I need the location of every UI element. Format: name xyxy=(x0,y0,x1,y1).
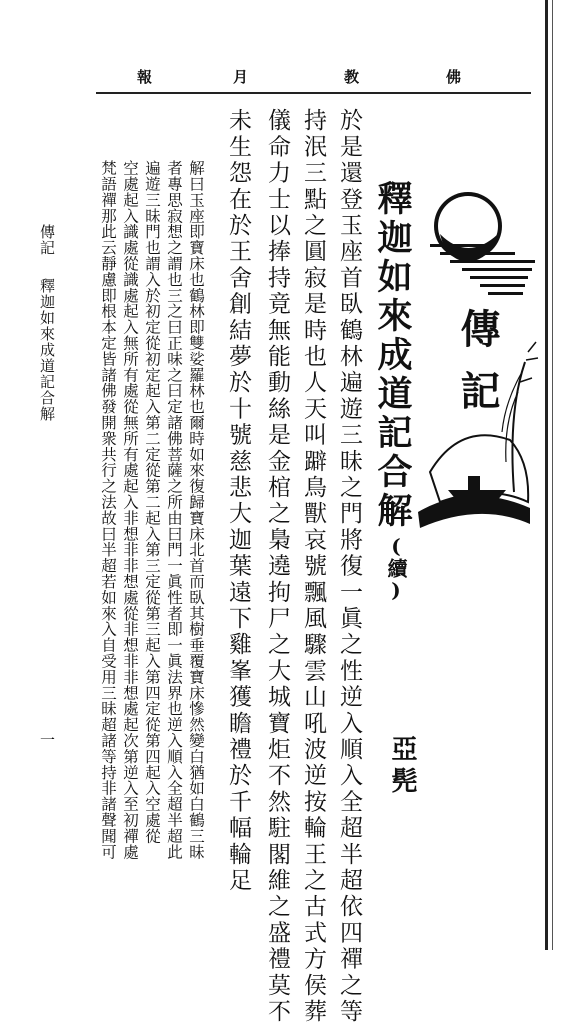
body-line-2: 持泯三點之圓寂是時也人天叫躃鳥獸哀號飄風驟雲山吼波逆按輪王之古式方侯葬 xyxy=(300,108,326,1025)
body-line-4: 未生怨在於王舍創結夢於十號慈悲大迦葉遠下雞峯獲瞻禮於千幅輪足 xyxy=(225,108,251,894)
body-line-1: 於是還登玉座首臥鶴林遍遊三昧之門將復一眞之性逆入順入全超半超依四禪之等 xyxy=(336,108,362,1025)
article-title: 釋迦如來成道記合解 xyxy=(372,180,413,531)
section-label-char-1: 傳 xyxy=(454,308,501,348)
page-edge-rule xyxy=(545,0,548,950)
author-name: 亞髡 xyxy=(387,735,417,799)
continued-marker: (續) xyxy=(384,534,408,602)
note-line-4: 空處起入識處從識處起入無所有處從無所有處起入非想非非想處從非想非非想處起次第逆入至初禪處 xyxy=(121,160,139,860)
header-rule xyxy=(96,92,531,94)
header-char-3: 月 xyxy=(233,68,249,86)
footer-section-label: 傳記 xyxy=(38,224,56,256)
section-label-char-2: 記 xyxy=(454,370,501,410)
page-number: 一 xyxy=(38,732,56,748)
note-line-3: 遍遊三昧門也謂入於初定從初定起入第二定從第二起入第三定從第三起入第四定從第四起入空處從 xyxy=(143,160,161,844)
note-line-2: 者專思寂想之謂也三之曰正味之曰定諸佛菩薩之所由曰門一眞性者即一眞法界也逆入順入全超半超此 xyxy=(165,160,183,860)
body-line-3: 儀命力士以捧持竟無能動絲是金棺之梟遶拘尸之大城寶炬不然駐閣維之盛禮莫不 xyxy=(264,108,290,1025)
page-edge-line xyxy=(552,0,553,950)
decorative-illustration xyxy=(410,172,545,552)
header-char-4: 報 xyxy=(137,68,153,86)
note-line-1: 解曰玉座即寶床也鶴林即雙娑羅林也爾時如來復歸寶床北首而臥其樹垂覆寶床慘然變白猶如白鶴三昧 xyxy=(187,160,205,860)
header-char-1: 佛 xyxy=(446,68,462,86)
header-char-2: 教 xyxy=(344,68,360,86)
note-line-5: 梵語禪那此云靜慮即根本定皆諸佛發開衆共行之法故曰半超若如來入自受用三昧超諸等持非諸聲聞可 xyxy=(99,160,117,860)
footer-running-title: 釋迦如來成道記合解 xyxy=(38,278,56,422)
boat-shape xyxy=(448,490,506,502)
